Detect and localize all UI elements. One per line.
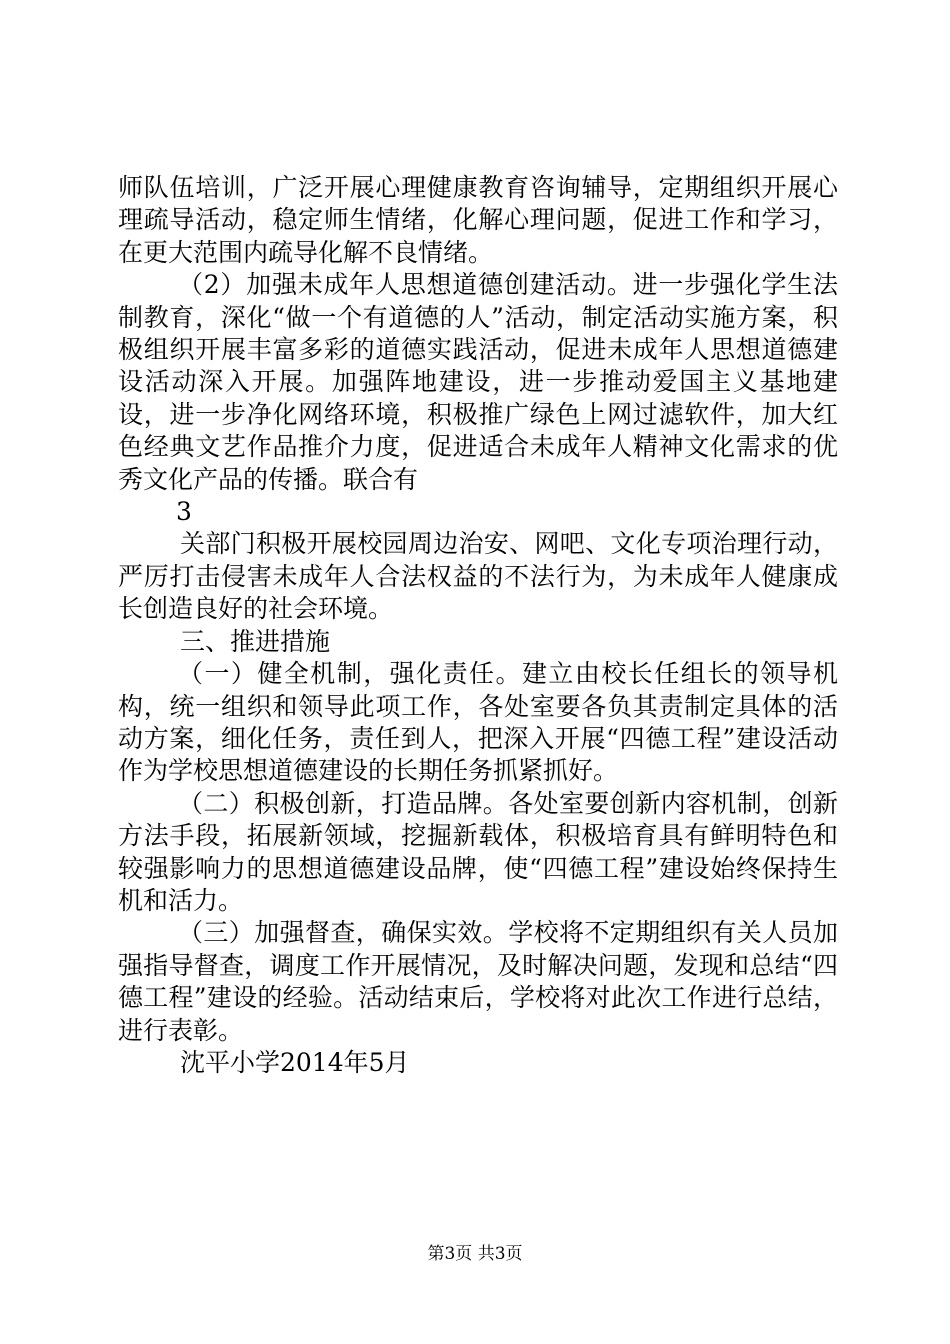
document-body [118,172,838,1079]
paragraph-mechanism: （一）健全机制，强化责任。建立由校长任组长的领导机构，统一组织和领导此项工作，各处室要各负其责制定具体的活动方案，细化任务，责任到人，把深入开展“四德工程”建设活动作为学校思想道德建设的长期任务抓紧抓好。 [118,659,838,786]
page-break-number: 3 [176,497,192,527]
paragraph-supervision: （三）加强督查，确保实效。学校将不定期组织有关人员加强指导督查，调度工作开展情况，及时解决问题，发现和总结“四德工程”建设的经验。活动结束后，学校将对此次工作进行总结，进行表彰。 [118,918,838,1045]
signature-line: 沈平小学2014年5月 [180,1047,410,1077]
page-footer [0,1244,950,1264]
section-heading-measures: 三、推进措施 [180,626,331,656]
paragraph-innovation: （二）积极创新，打造品牌。各处室要创新内容机制，创新方法手段，拓展新领域，挖掘新载体，积极培育具有鲜明特色和较强影响力的思想道德建设品牌，使“四德工程”建设始终保持生机和活力。 [118,788,838,915]
page-number-label: 第3页 共3页 [427,1244,523,1264]
paragraph-campus-governance: 关部门积极开展校园周边治安、网吧、文化专项治理行动，严厉打击侵害未成年人合法权益的不法行为，为未成年人健康成长创造良好的社会环境。 [118,529,838,624]
paragraph-minors-moral-activity: （2）加强未成年人思想道德创建活动。进一步强化学生法制教育，深化“做一个有道德的人”活动，制定活动实施方案，积极组织开展丰富多彩的道德实践活动，促进未成年人思想道德建设活动深入开展。加强阵地建设，进一步推动爱国主义基地建设，进一步净化网络环境，积极推广绿色上网过滤软件，加大红色经典文艺作品推介力度，促进适合未成年人精神文化需求的优秀文化产品的传播。联合有 [118,270,838,494]
paragraph-counseling: 师队伍培训，广泛开展心理健康教育咨询辅导，定期组织开展心理疏导活动，稳定师生情绪，化解心理问题，促进工作和学习，在更大范围内疏导化解不良情绪。 [118,173,838,267]
